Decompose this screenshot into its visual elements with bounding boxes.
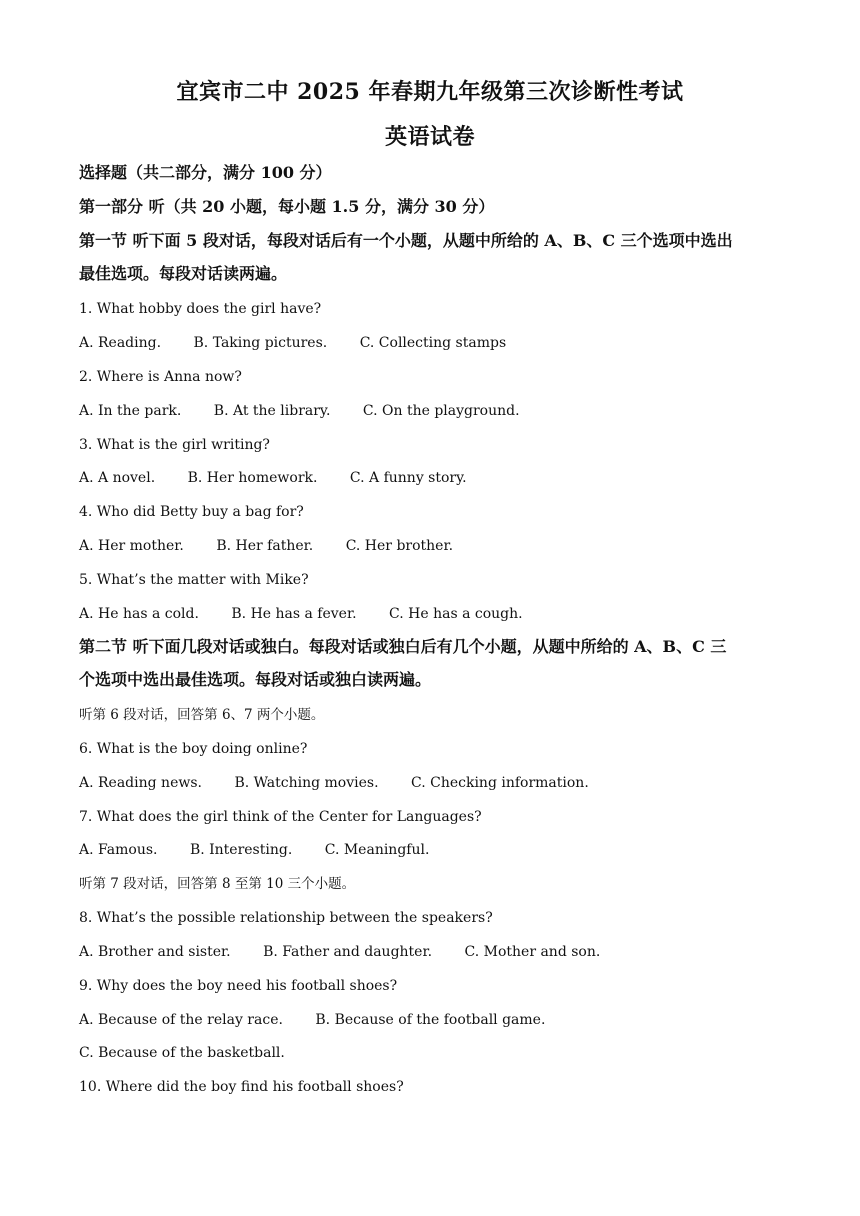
question-3: 3. What is the girl writing? (79, 437, 270, 453)
option-c: C. Collecting stamps (359, 335, 507, 351)
question-7: 7. What does the girl think of the Center for Languages? (79, 809, 482, 825)
option-a: A. In the park. (79, 403, 182, 419)
option-a: A. A novel. (79, 470, 156, 486)
exam-title: 宜宾市二中 2025 年春期九年级第三次诊断性考试 (176, 79, 684, 105)
question-5: 5. What’s the matter with Mike? (79, 572, 309, 588)
option-b: B. Her homework. (187, 470, 318, 486)
option-c: C. Checking information. (411, 775, 589, 791)
option-b: B. Father and daughter. (263, 944, 433, 960)
option-a: A. Because of the relay race. (79, 1012, 283, 1028)
question-9-options (79, 1010, 789, 1030)
question-5-options (79, 604, 789, 624)
question-9-options-line2 (79, 1043, 789, 1063)
option-b: B. Taking pictures. (193, 335, 328, 351)
option-b: B. Her father. (216, 538, 314, 554)
option-a: A. Reading. (79, 335, 162, 351)
dialogue-7-note: 听第 7 段对话，回答第 8 至第 10 三个小题。 (79, 876, 356, 892)
question-2-options (79, 401, 789, 421)
section2-instruction-line2: 个选项中选出最佳选项。每段对话或独白读两遍。 (79, 670, 432, 689)
option-b: B. Because of the football game. (315, 1012, 546, 1028)
part1-header: 第一部分 听（共 20 小题，每小题 1.5 分，满分 30 分） (79, 197, 495, 216)
question-2: 2. Where is Anna now? (79, 369, 242, 385)
option-b: B. At the library. (213, 403, 331, 419)
option-c: C. On the playground. (362, 403, 520, 419)
question-1-options (79, 333, 789, 353)
question-6: 6. What is the boy doing online? (79, 741, 308, 757)
option-a: A. Brother and sister. (79, 944, 231, 960)
question-8: 8. What’s the possible relationship between the speakers? (79, 910, 493, 926)
question-6-options (79, 773, 789, 793)
question-7-options (79, 840, 789, 860)
option-a: A. Her mother. (79, 538, 184, 554)
option-c: C. A funny story. (349, 470, 467, 486)
question-1: 1. What hobby does the girl have? (79, 301, 322, 317)
question-10: 10. Where did the boy find his football shoes? (79, 1079, 404, 1095)
option-c: C. He has a cough. (389, 606, 523, 622)
question-9: 9. Why does the boy need his football shoes? (79, 978, 398, 994)
section1-instruction-line1: 第一节 听下面 5 段对话，每段对话后有一个小题，从题中所给的 A、B、C 三个选项中选出 (79, 231, 733, 250)
question-8-options (79, 942, 789, 962)
section2-instruction-line1: 第二节 听下面几段对话或独白。每段对话或独白后有几个小题，从题中所给的 A、B、C 三 (79, 637, 727, 656)
question-3-options (79, 468, 789, 488)
option-a: A. He has a cold. (79, 606, 199, 622)
exam-subtitle: 英语试卷 (384, 124, 475, 150)
question-4-options (79, 536, 789, 556)
option-a: A. Famous. (79, 842, 158, 858)
section1-instruction-line2: 最佳选项。每段对话读两遍。 (79, 264, 288, 283)
option-c: C. Her brother. (345, 538, 454, 554)
dialogue-6-note: 听第 6 段对话，回答第 6、7 两个小题。 (79, 707, 325, 723)
option-b: B. He has a fever. (231, 606, 357, 622)
option-a: A. Reading news. (79, 775, 202, 791)
question-4: 4. Who did Betty buy a bag for? (79, 504, 304, 520)
option-b: B. Watching movies. (234, 775, 379, 791)
option-b: B. Interesting. (189, 842, 293, 858)
option-c: C. Mother and son. (464, 944, 601, 960)
choice-section-header: 选择题（共二部分，满分 100 分） (79, 163, 332, 182)
option-c: C. Meaningful. (324, 842, 430, 858)
option-c: C. Because of the basketball. (79, 1045, 285, 1061)
